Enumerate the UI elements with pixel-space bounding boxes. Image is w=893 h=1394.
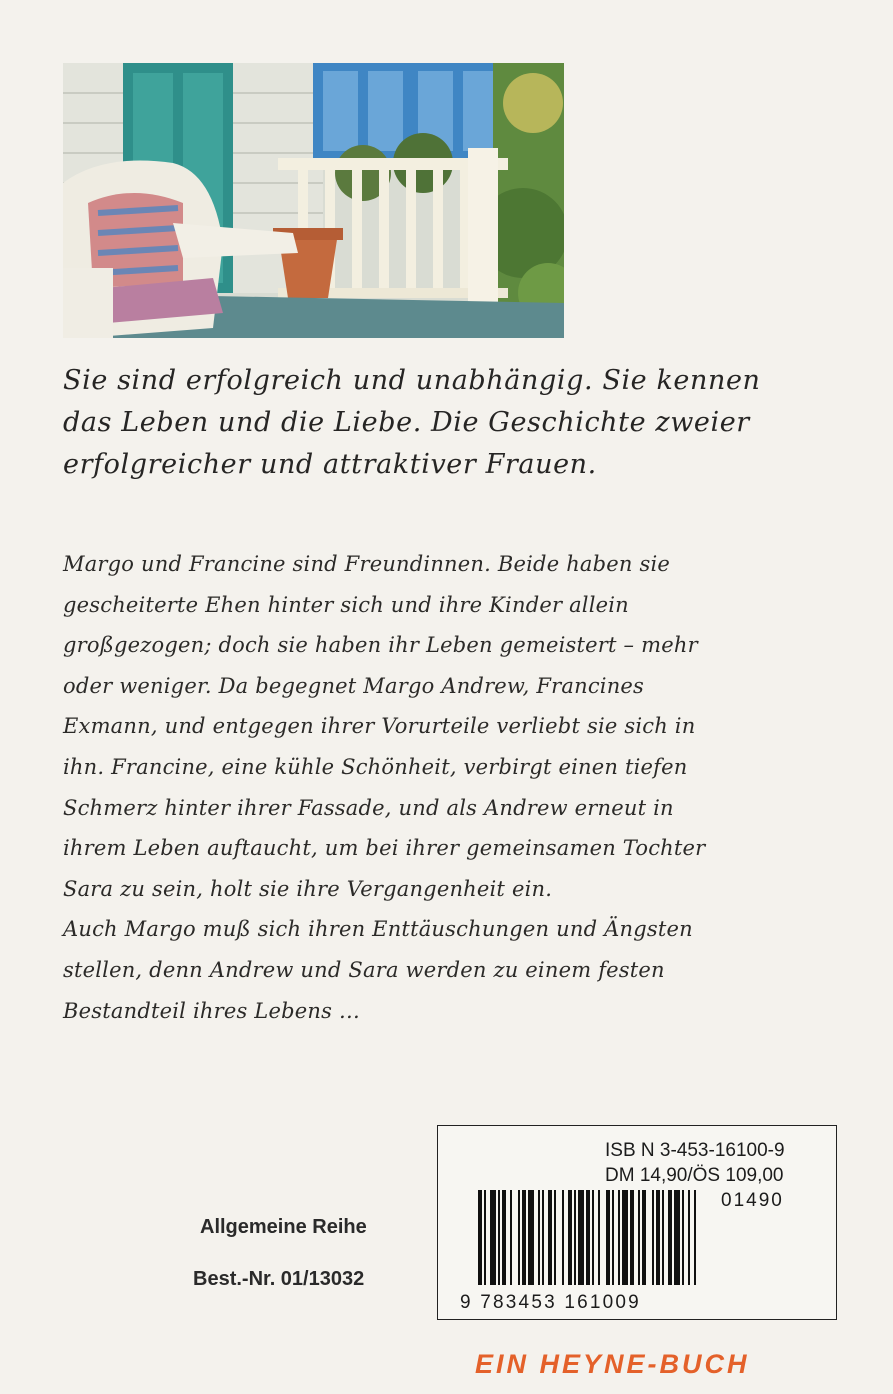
barcode-box	[437, 1125, 837, 1320]
price-text: DM 14,90/ÖS 109,00	[605, 1165, 784, 1186]
blurb-line: gescheiterte Ehen hinter sich und ihre Kinder allein	[63, 592, 629, 617]
tagline	[63, 360, 843, 486]
barcode-icon	[478, 1190, 818, 1290]
isbn-block	[605, 1138, 785, 1188]
tagline-line: Sie sind erfolgreich und unabhängig. Sie kennen	[63, 365, 761, 396]
tagline-line: das Leben und die Liebe. Die Geschichte zweier	[63, 407, 750, 438]
blurb-line: ihn. Francine, eine kühle Schönheit, verbirgt einen tiefen	[63, 754, 688, 779]
blurb-line: großgezogen; doch sie haben ihr Leben gemeistert – mehr	[63, 633, 698, 658]
blurb-line: Margo und Francine sind Freundinnen. Beide haben sie	[63, 552, 671, 576]
isbn-text: ISB N 3-453-16100-9	[605, 1140, 785, 1161]
blurb-line: Bestandteil ihres Lebens …	[63, 998, 361, 1023]
blurb-line: oder weniger. Da begegnet Margo Andrew, Francines	[63, 673, 645, 698]
tagline-line: erfolgreicher und attraktiver Frauen.	[63, 449, 597, 480]
blurb-line: ihrem Leben auftaucht, um bei ihrer gemeinsamen Tochter	[63, 836, 706, 861]
blurb-line: Sara zu sein, holt sie ihre Vergangenheit ein.	[63, 876, 553, 901]
blurb-line: stellen, denn Andrew und Sara werden zu einem festen	[63, 957, 665, 982]
blurb-line: Schmerz hinter ihrer Fassade, und als Andrew erneut in	[63, 795, 674, 820]
blurb	[63, 544, 843, 1031]
blurb-line: Auch Margo muß sich ihren Enttäuschungen und Ängsten	[63, 917, 693, 942]
price-code: 01490	[721, 1190, 784, 1211]
publisher-logo: EIN HEYNE-BUCH	[475, 1349, 750, 1379]
blurb-line: Exmann, und entgegen ihrer Vorurteile verliebt sie sich in	[63, 714, 696, 739]
ean-digits: 9 783453 161009	[460, 1292, 641, 1313]
porch-photo	[63, 63, 564, 338]
series-label: Allgemeine Reihe	[200, 1216, 367, 1238]
order-number: Best.-Nr. 01/13032	[193, 1268, 365, 1290]
